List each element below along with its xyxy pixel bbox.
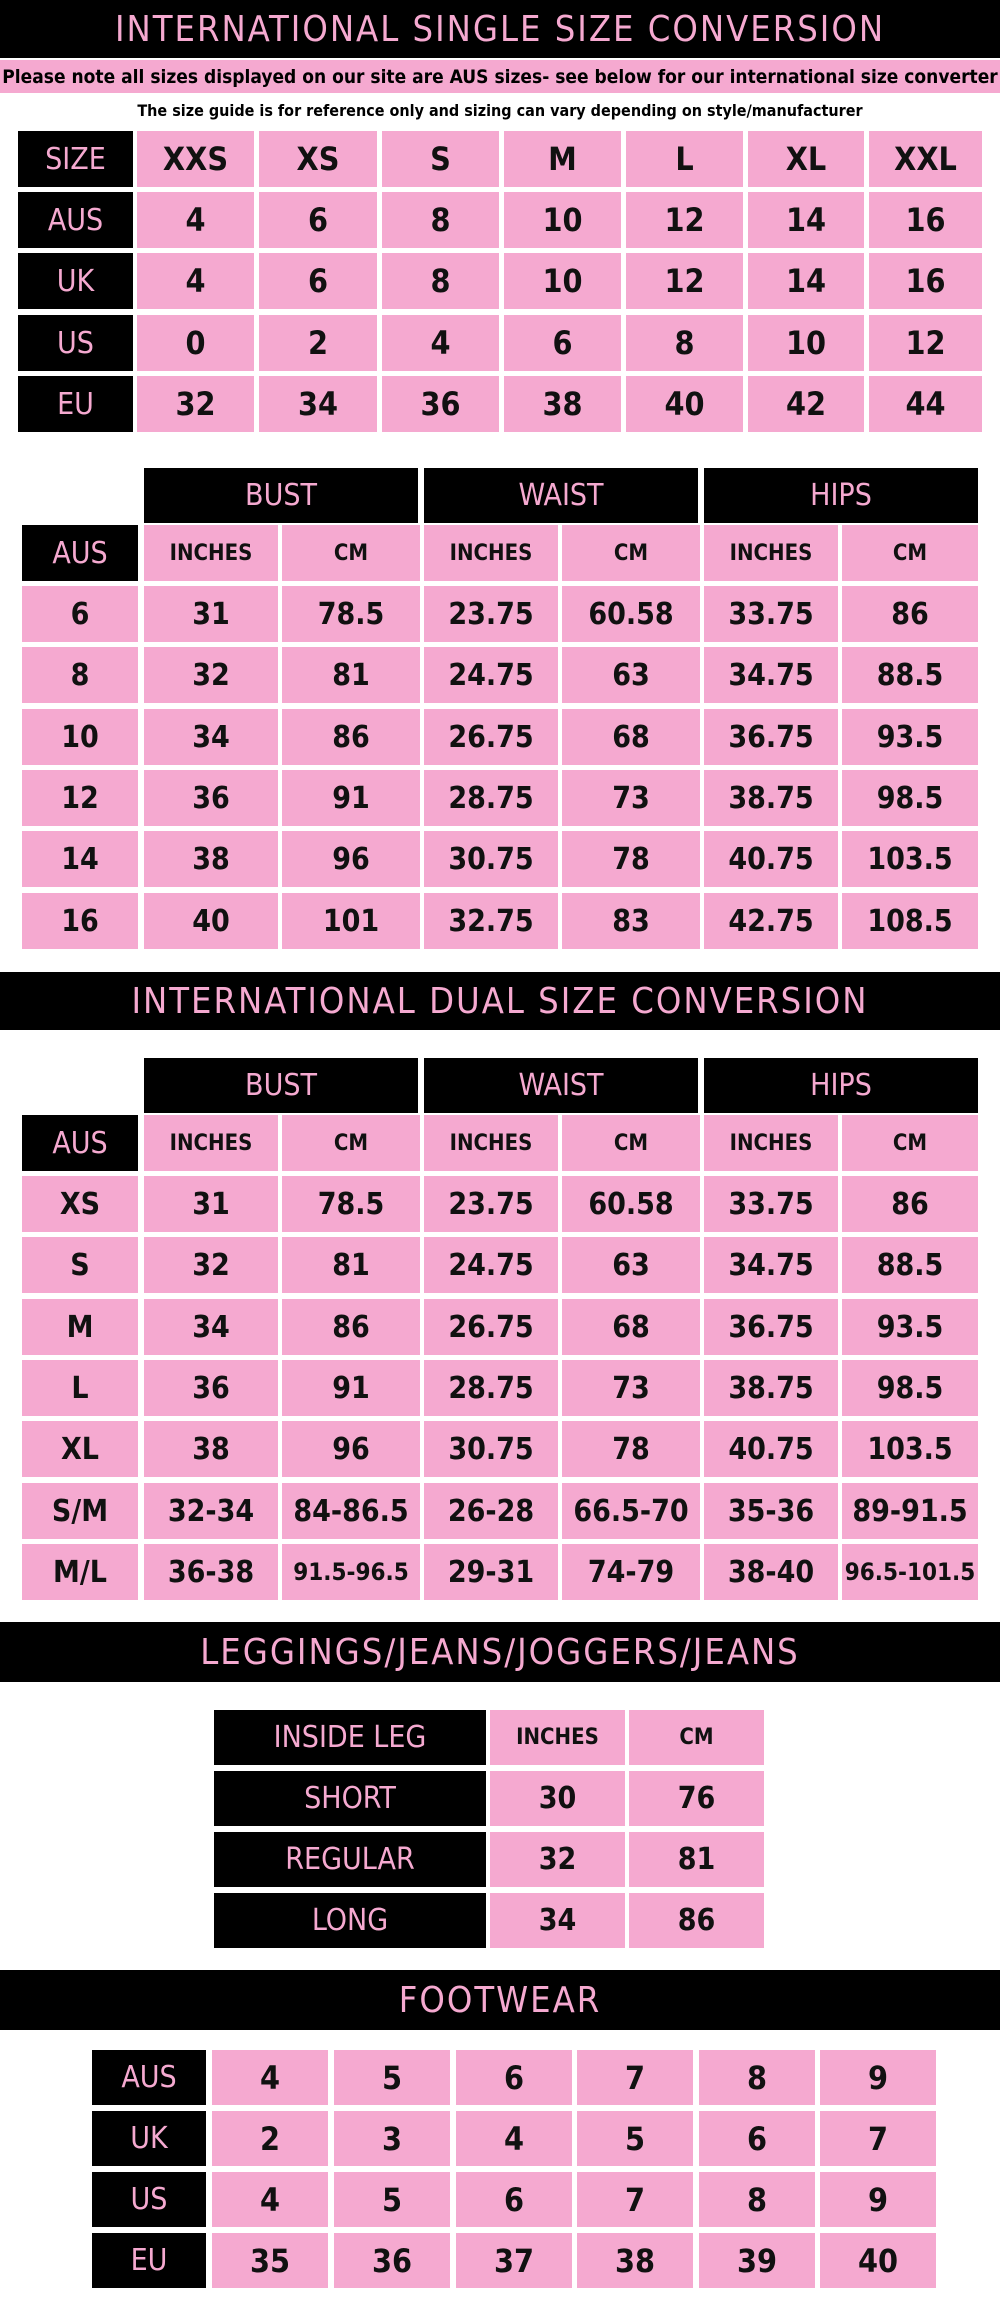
leg-cell: 30: [490, 1771, 625, 1826]
measurement-cell: 81: [282, 1237, 420, 1293]
measurement-cell: 40.75: [704, 831, 838, 887]
size-column-header: XXS: [137, 131, 254, 187]
shoe-size-cell: 9: [820, 2050, 936, 2105]
measurement-cell: 32: [144, 647, 278, 703]
measurement-cell: 63: [562, 1237, 700, 1293]
shoe-size-cell: 4: [212, 2172, 328, 2227]
unit-header: CM: [562, 1115, 700, 1171]
shoe-size-cell: 38: [577, 2233, 693, 2288]
shoe-size-cell: 40: [820, 2233, 936, 2288]
measurement-cell: 38: [144, 831, 278, 887]
measurement-cell: 30.75: [424, 831, 558, 887]
measurement-cell: 96: [282, 1421, 420, 1477]
row-label: M/L: [22, 1544, 138, 1600]
measurement-cell: 30.75: [424, 1421, 558, 1477]
shoe-size-cell: 9: [820, 2172, 936, 2227]
row-label: 16: [22, 893, 138, 949]
shoe-size-cell: 3: [334, 2111, 450, 2166]
measurement-cell: 86: [282, 709, 420, 765]
measurement-cell: 86: [842, 1176, 978, 1232]
row-label: 12: [22, 770, 138, 826]
reference-disclaimer: The size guide is for reference only and sizing can vary depending on style/manufacturer: [137, 100, 863, 120]
row-label: 10: [22, 709, 138, 765]
measurement-cell: 28.75: [424, 1360, 558, 1416]
measurement-cell: 60.58: [562, 586, 700, 642]
measurement-cell: 108.5: [842, 893, 978, 949]
size-cell: 6: [504, 315, 621, 371]
size-cell: 10: [748, 315, 864, 371]
measurement-cell: 36: [144, 1360, 278, 1416]
footwear-region-label: EU: [92, 2233, 206, 2288]
unit-header: INCHES: [424, 1115, 558, 1171]
size-column-header: XXL: [869, 131, 982, 187]
shoe-size-cell: 5: [577, 2111, 693, 2166]
measurement-cell: 78.5: [282, 586, 420, 642]
measurement-cell: 91: [282, 1360, 420, 1416]
size-header: SIZE: [18, 131, 133, 187]
size-cell: 14: [748, 192, 864, 248]
measurement-cell: 96: [282, 831, 420, 887]
unit-header: CM: [842, 525, 978, 581]
shoe-size-cell: 4: [212, 2050, 328, 2105]
measurement-cell: 93.5: [842, 1299, 978, 1355]
shoe-size-cell: 36: [334, 2233, 450, 2288]
shoe-size-cell: 37: [456, 2233, 572, 2288]
dual-size-title: INTERNATIONAL DUAL SIZE CONVERSION: [0, 972, 1000, 1030]
measurement-cell: 60.58: [562, 1176, 700, 1232]
measurement-cell: 36.75: [704, 709, 838, 765]
shoe-size-cell: 8: [699, 2172, 815, 2227]
measurement-cell: 84-86.5: [282, 1483, 420, 1539]
measurement-cell: 96.5-101.5: [842, 1544, 978, 1600]
row-label: XL: [22, 1421, 138, 1477]
size-cell: 14: [748, 253, 864, 309]
shoe-size-cell: 35: [212, 2233, 328, 2288]
measurement-cell: 73: [562, 1360, 700, 1416]
size-cell: 12: [626, 192, 743, 248]
measurement-cell: 29-31: [424, 1544, 558, 1600]
size-column-header: S: [382, 131, 499, 187]
size-cell: 10: [504, 192, 621, 248]
shoe-size-cell: 7: [577, 2050, 693, 2105]
group-header: HIPS: [704, 1058, 978, 1113]
unit-header: INCHES: [144, 525, 278, 581]
group-header: HIPS: [704, 468, 978, 523]
measurement-cell: 68: [562, 1299, 700, 1355]
shoe-size-cell: 5: [334, 2050, 450, 2105]
measurement-cell: 78: [562, 1421, 700, 1477]
shoe-size-cell: 8: [699, 2050, 815, 2105]
measurement-cell: 91: [282, 770, 420, 826]
leg-cell: 86: [629, 1893, 764, 1948]
measurement-cell: 66.5-70: [562, 1483, 700, 1539]
aus-row-header: AUS: [22, 1115, 138, 1171]
unit-header: CM: [282, 525, 420, 581]
measurement-cell: 40: [144, 893, 278, 949]
measurement-cell: 28.75: [424, 770, 558, 826]
measurement-cell: 83: [562, 893, 700, 949]
size-cell: 44: [869, 376, 982, 432]
size-cell: 12: [626, 253, 743, 309]
size-cell: 16: [869, 192, 982, 248]
unit-header: INCHES: [424, 525, 558, 581]
shoe-size-cell: 7: [577, 2172, 693, 2227]
measurement-cell: 26-28: [424, 1483, 558, 1539]
size-cell: 10: [504, 253, 621, 309]
measurement-cell: 34: [144, 1299, 278, 1355]
row-label: M: [22, 1299, 138, 1355]
size-cell: 32: [137, 376, 254, 432]
unit-header: INCHES: [490, 1710, 625, 1765]
measurement-cell: 86: [282, 1299, 420, 1355]
leggings-title: LEGGINGS/JEANS/JOGGERS/JEANS: [0, 1622, 1000, 1682]
group-header: WAIST: [424, 468, 698, 523]
leg-length-label: LONG: [214, 1893, 486, 1948]
size-column-header: L: [626, 131, 743, 187]
aus-row-header: AUS: [22, 525, 138, 581]
size-cell: 8: [382, 253, 499, 309]
unit-header: INCHES: [704, 525, 838, 581]
measurement-cell: 93.5: [842, 709, 978, 765]
measurement-cell: 78.5: [282, 1176, 420, 1232]
shoe-size-cell: 7: [820, 2111, 936, 2166]
region-label: US: [18, 315, 133, 371]
measurement-cell: 73: [562, 770, 700, 826]
measurement-cell: 88.5: [842, 647, 978, 703]
measurement-cell: 68: [562, 709, 700, 765]
row-label: S: [22, 1237, 138, 1293]
leg-cell: 32: [490, 1832, 625, 1887]
measurement-cell: 34: [144, 709, 278, 765]
measurement-cell: 36.75: [704, 1299, 838, 1355]
leg-cell: 34: [490, 1893, 625, 1948]
leg-length-label: SHORT: [214, 1771, 486, 1826]
single-size-title: INTERNATIONAL SINGLE SIZE CONVERSION: [0, 0, 1000, 58]
size-cell: 0: [137, 315, 254, 371]
measurement-cell: 35-36: [704, 1483, 838, 1539]
measurement-cell: 38-40: [704, 1544, 838, 1600]
size-cell: 36: [382, 376, 499, 432]
measurement-cell: 98.5: [842, 770, 978, 826]
measurement-cell: 32: [144, 1237, 278, 1293]
footwear-region-label: UK: [92, 2111, 206, 2166]
measurement-cell: 33.75: [704, 1176, 838, 1232]
row-label: XS: [22, 1176, 138, 1232]
unit-header: CM: [282, 1115, 420, 1171]
size-cell: 8: [626, 315, 743, 371]
measurement-cell: 91.5-96.5: [282, 1544, 420, 1600]
measurement-cell: 38.75: [704, 1360, 838, 1416]
region-label: EU: [18, 376, 133, 432]
inside-leg-header: INSIDE LEG: [214, 1710, 486, 1765]
row-label: 8: [22, 647, 138, 703]
measurement-cell: 38: [144, 1421, 278, 1477]
unit-header: CM: [842, 1115, 978, 1171]
footwear-title: FOOTWEAR: [0, 1970, 1000, 2030]
measurement-cell: 23.75: [424, 1176, 558, 1232]
shoe-size-cell: 6: [456, 2050, 572, 2105]
region-label: UK: [18, 253, 133, 309]
measurement-cell: 32.75: [424, 893, 558, 949]
size-column-header: M: [504, 131, 621, 187]
size-cell: 2: [259, 315, 377, 371]
unit-header: INCHES: [144, 1115, 278, 1171]
unit-header: INCHES: [704, 1115, 838, 1171]
shoe-size-cell: 4: [456, 2111, 572, 2166]
region-label: AUS: [18, 192, 133, 248]
measurement-cell: 81: [282, 647, 420, 703]
measurement-cell: 36-38: [144, 1544, 278, 1600]
measurement-cell: 34.75: [704, 647, 838, 703]
measurement-cell: 86: [842, 586, 978, 642]
measurement-cell: 32-34: [144, 1483, 278, 1539]
size-cell: 6: [259, 253, 377, 309]
aus-sizes-note: Please note all sizes displayed on our site are AUS sizes- see below for our international size converter: [0, 60, 1000, 93]
measurement-cell: 101: [282, 893, 420, 949]
size-column-header: XL: [748, 131, 864, 187]
group-header: WAIST: [424, 1058, 698, 1113]
size-cell: 40: [626, 376, 743, 432]
shoe-size-cell: 6: [456, 2172, 572, 2227]
row-label: L: [22, 1360, 138, 1416]
size-cell: 4: [137, 253, 254, 309]
group-header: BUST: [144, 468, 418, 523]
size-cell: 4: [137, 192, 254, 248]
leg-cell: 81: [629, 1832, 764, 1887]
measurement-cell: 36: [144, 770, 278, 826]
size-cell: 12: [869, 315, 982, 371]
measurement-cell: 74-79: [562, 1544, 700, 1600]
footwear-region-label: US: [92, 2172, 206, 2227]
measurement-cell: 42.75: [704, 893, 838, 949]
measurement-cell: 34.75: [704, 1237, 838, 1293]
measurement-cell: 26.75: [424, 1299, 558, 1355]
measurement-cell: 31: [144, 586, 278, 642]
measurement-cell: 26.75: [424, 709, 558, 765]
measurement-cell: 103.5: [842, 1421, 978, 1477]
measurement-cell: 38.75: [704, 770, 838, 826]
shoe-size-cell: 6: [699, 2111, 815, 2166]
shoe-size-cell: 2: [212, 2111, 328, 2166]
measurement-cell: 89-91.5: [842, 1483, 978, 1539]
measurement-cell: 33.75: [704, 586, 838, 642]
group-header: BUST: [144, 1058, 418, 1113]
measurement-cell: 63: [562, 647, 700, 703]
shoe-size-cell: 5: [334, 2172, 450, 2227]
measurement-cell: 78: [562, 831, 700, 887]
measurement-cell: 98.5: [842, 1360, 978, 1416]
row-label: S/M: [22, 1483, 138, 1539]
leg-cell: 76: [629, 1771, 764, 1826]
size-cell: 42: [748, 376, 864, 432]
unit-header: CM: [629, 1710, 764, 1765]
measurement-cell: 24.75: [424, 647, 558, 703]
size-cell: 16: [869, 253, 982, 309]
shoe-size-cell: 39: [699, 2233, 815, 2288]
measurement-cell: 31: [144, 1176, 278, 1232]
measurement-cell: 40.75: [704, 1421, 838, 1477]
size-cell: 34: [259, 376, 377, 432]
measurement-cell: 24.75: [424, 1237, 558, 1293]
row-label: 14: [22, 831, 138, 887]
measurement-cell: 103.5: [842, 831, 978, 887]
size-cell: 6: [259, 192, 377, 248]
measurement-cell: 88.5: [842, 1237, 978, 1293]
measurement-cell: 23.75: [424, 586, 558, 642]
size-cell: 38: [504, 376, 621, 432]
unit-header: CM: [562, 525, 700, 581]
row-label: 6: [22, 586, 138, 642]
footwear-region-label: AUS: [92, 2050, 206, 2105]
size-cell: 4: [382, 315, 499, 371]
leg-length-label: REGULAR: [214, 1832, 486, 1887]
size-column-header: XS: [259, 131, 377, 187]
size-cell: 8: [382, 192, 499, 248]
